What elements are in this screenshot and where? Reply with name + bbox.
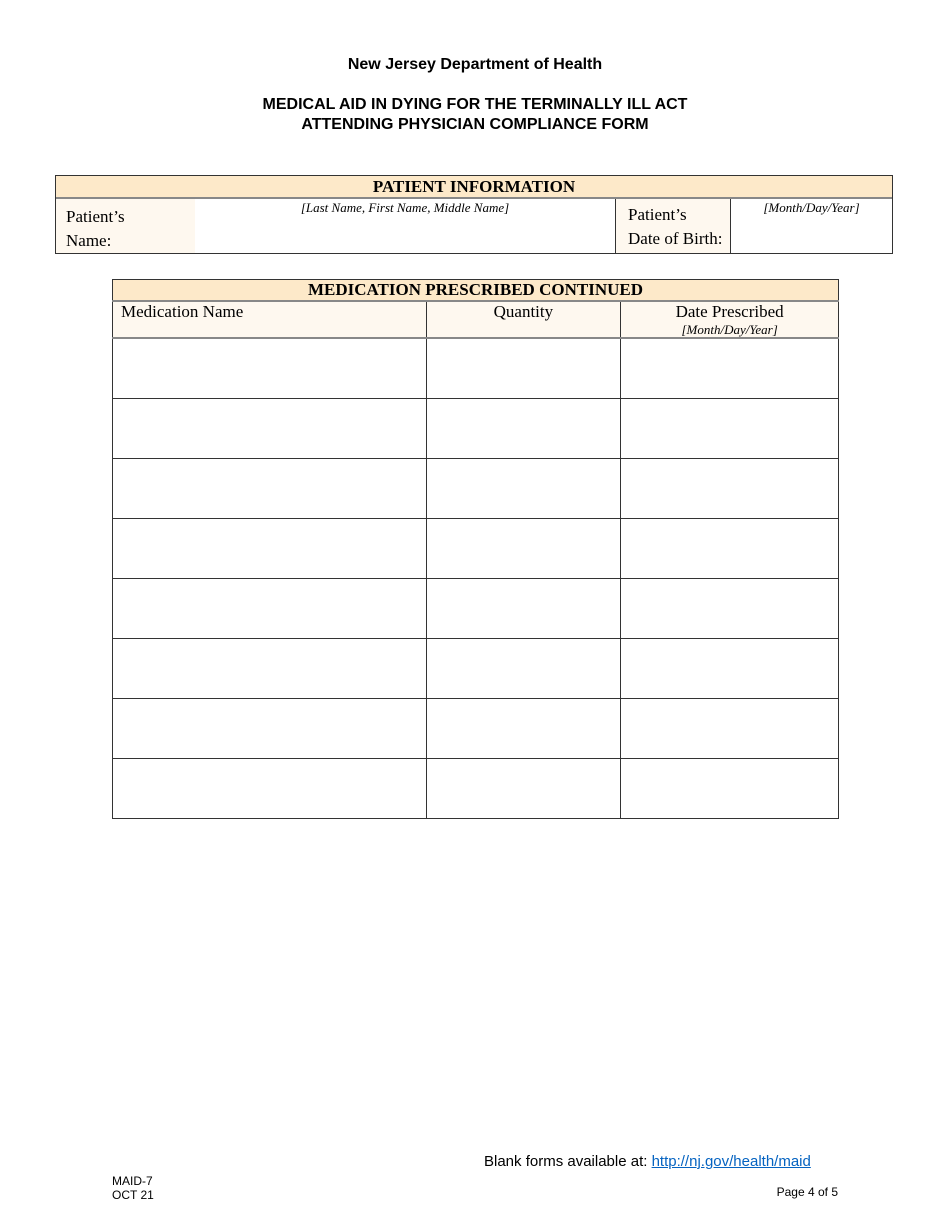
patient-dob-hint: [Month/Day/Year] [763, 200, 860, 215]
patient-name-label-line1: Patient’s [66, 207, 125, 226]
patient-name-label [56, 199, 195, 253]
column-header-date-prescribed [621, 301, 839, 338]
column-header-quantity [426, 301, 621, 338]
medication-name-cell[interactable] [113, 519, 427, 579]
form-date: OCT 21 [112, 1188, 154, 1202]
date-prescribed-cell[interactable] [621, 399, 839, 459]
medication-name-cell[interactable] [113, 699, 427, 759]
table-row [113, 759, 839, 819]
blank-forms-note [484, 1153, 811, 1170]
medication-name-cell[interactable] [113, 579, 427, 639]
patient-name-label-line2: Name: [66, 231, 112, 250]
patient-information-table [55, 175, 893, 254]
quantity-cell[interactable] [426, 579, 621, 639]
quantity-cell[interactable] [426, 759, 621, 819]
medication-name-cell[interactable] [113, 338, 427, 399]
medication-table-heading: MEDICATION PRESCRIBED CONTINUED [113, 280, 839, 302]
form-code: MAID-7 [112, 1174, 153, 1188]
table-row [113, 699, 839, 759]
medication-name-cell[interactable] [113, 459, 427, 519]
form-title-line2: ATTENDING PHYSICIAN COMPLIANCE FORM [301, 116, 649, 133]
date-prescribed-cell[interactable] [621, 759, 839, 819]
quantity-cell[interactable] [426, 338, 621, 399]
patient-information-heading: PATIENT INFORMATION [56, 176, 892, 199]
form-title-line1: MEDICAL AID IN DYING FOR THE TERMINALLY ILL ACT [262, 96, 688, 113]
date-prescribed-cell[interactable] [621, 579, 839, 639]
column-header-medication-name [113, 301, 427, 338]
agency-name: New Jersey Department of Health [347, 56, 603, 73]
patient-dob-label-line1: Patient’s [628, 205, 687, 224]
quantity-cell[interactable] [426, 699, 621, 759]
date-prescribed-cell[interactable] [621, 519, 839, 579]
date-format-hint: [Month/Day/Year] [681, 322, 778, 337]
blank-forms-text: Blank forms available at: [484, 1153, 652, 1170]
medication-name-cell[interactable] [113, 759, 427, 819]
table-row [113, 459, 839, 519]
quantity-cell[interactable] [426, 399, 621, 459]
medication-name-cell[interactable] [113, 399, 427, 459]
date-prescribed-cell[interactable] [621, 459, 839, 519]
form-code-block [112, 1174, 154, 1202]
table-row [113, 639, 839, 699]
page-number: Page 4 of 5 [776, 1185, 838, 1199]
table-row [113, 399, 839, 459]
patient-dob-field[interactable] [731, 199, 892, 253]
table-row [113, 338, 839, 399]
patient-dob-label [615, 199, 731, 253]
quantity-cell[interactable] [426, 639, 621, 699]
date-prescribed-cell[interactable] [621, 338, 839, 399]
patient-name-hint: [Last Name, First Name, Middle Name] [300, 200, 510, 215]
quantity-cell[interactable] [426, 459, 621, 519]
patient-name-field[interactable] [195, 199, 615, 253]
quantity-cell[interactable] [426, 519, 621, 579]
table-row [113, 579, 839, 639]
column-label: Quantity [493, 302, 554, 321]
medication-name-cell[interactable] [113, 639, 427, 699]
column-label: Date Prescribed [675, 302, 784, 321]
patient-dob-label-line2: Date of Birth: [628, 229, 723, 248]
table-row [113, 519, 839, 579]
date-prescribed-cell[interactable] [621, 699, 839, 759]
date-prescribed-cell[interactable] [621, 639, 839, 699]
blank-forms-link[interactable]: http://nj.gov/health/maid [651, 1153, 811, 1170]
column-label: Medication Name [121, 302, 244, 321]
medication-table [112, 279, 839, 819]
